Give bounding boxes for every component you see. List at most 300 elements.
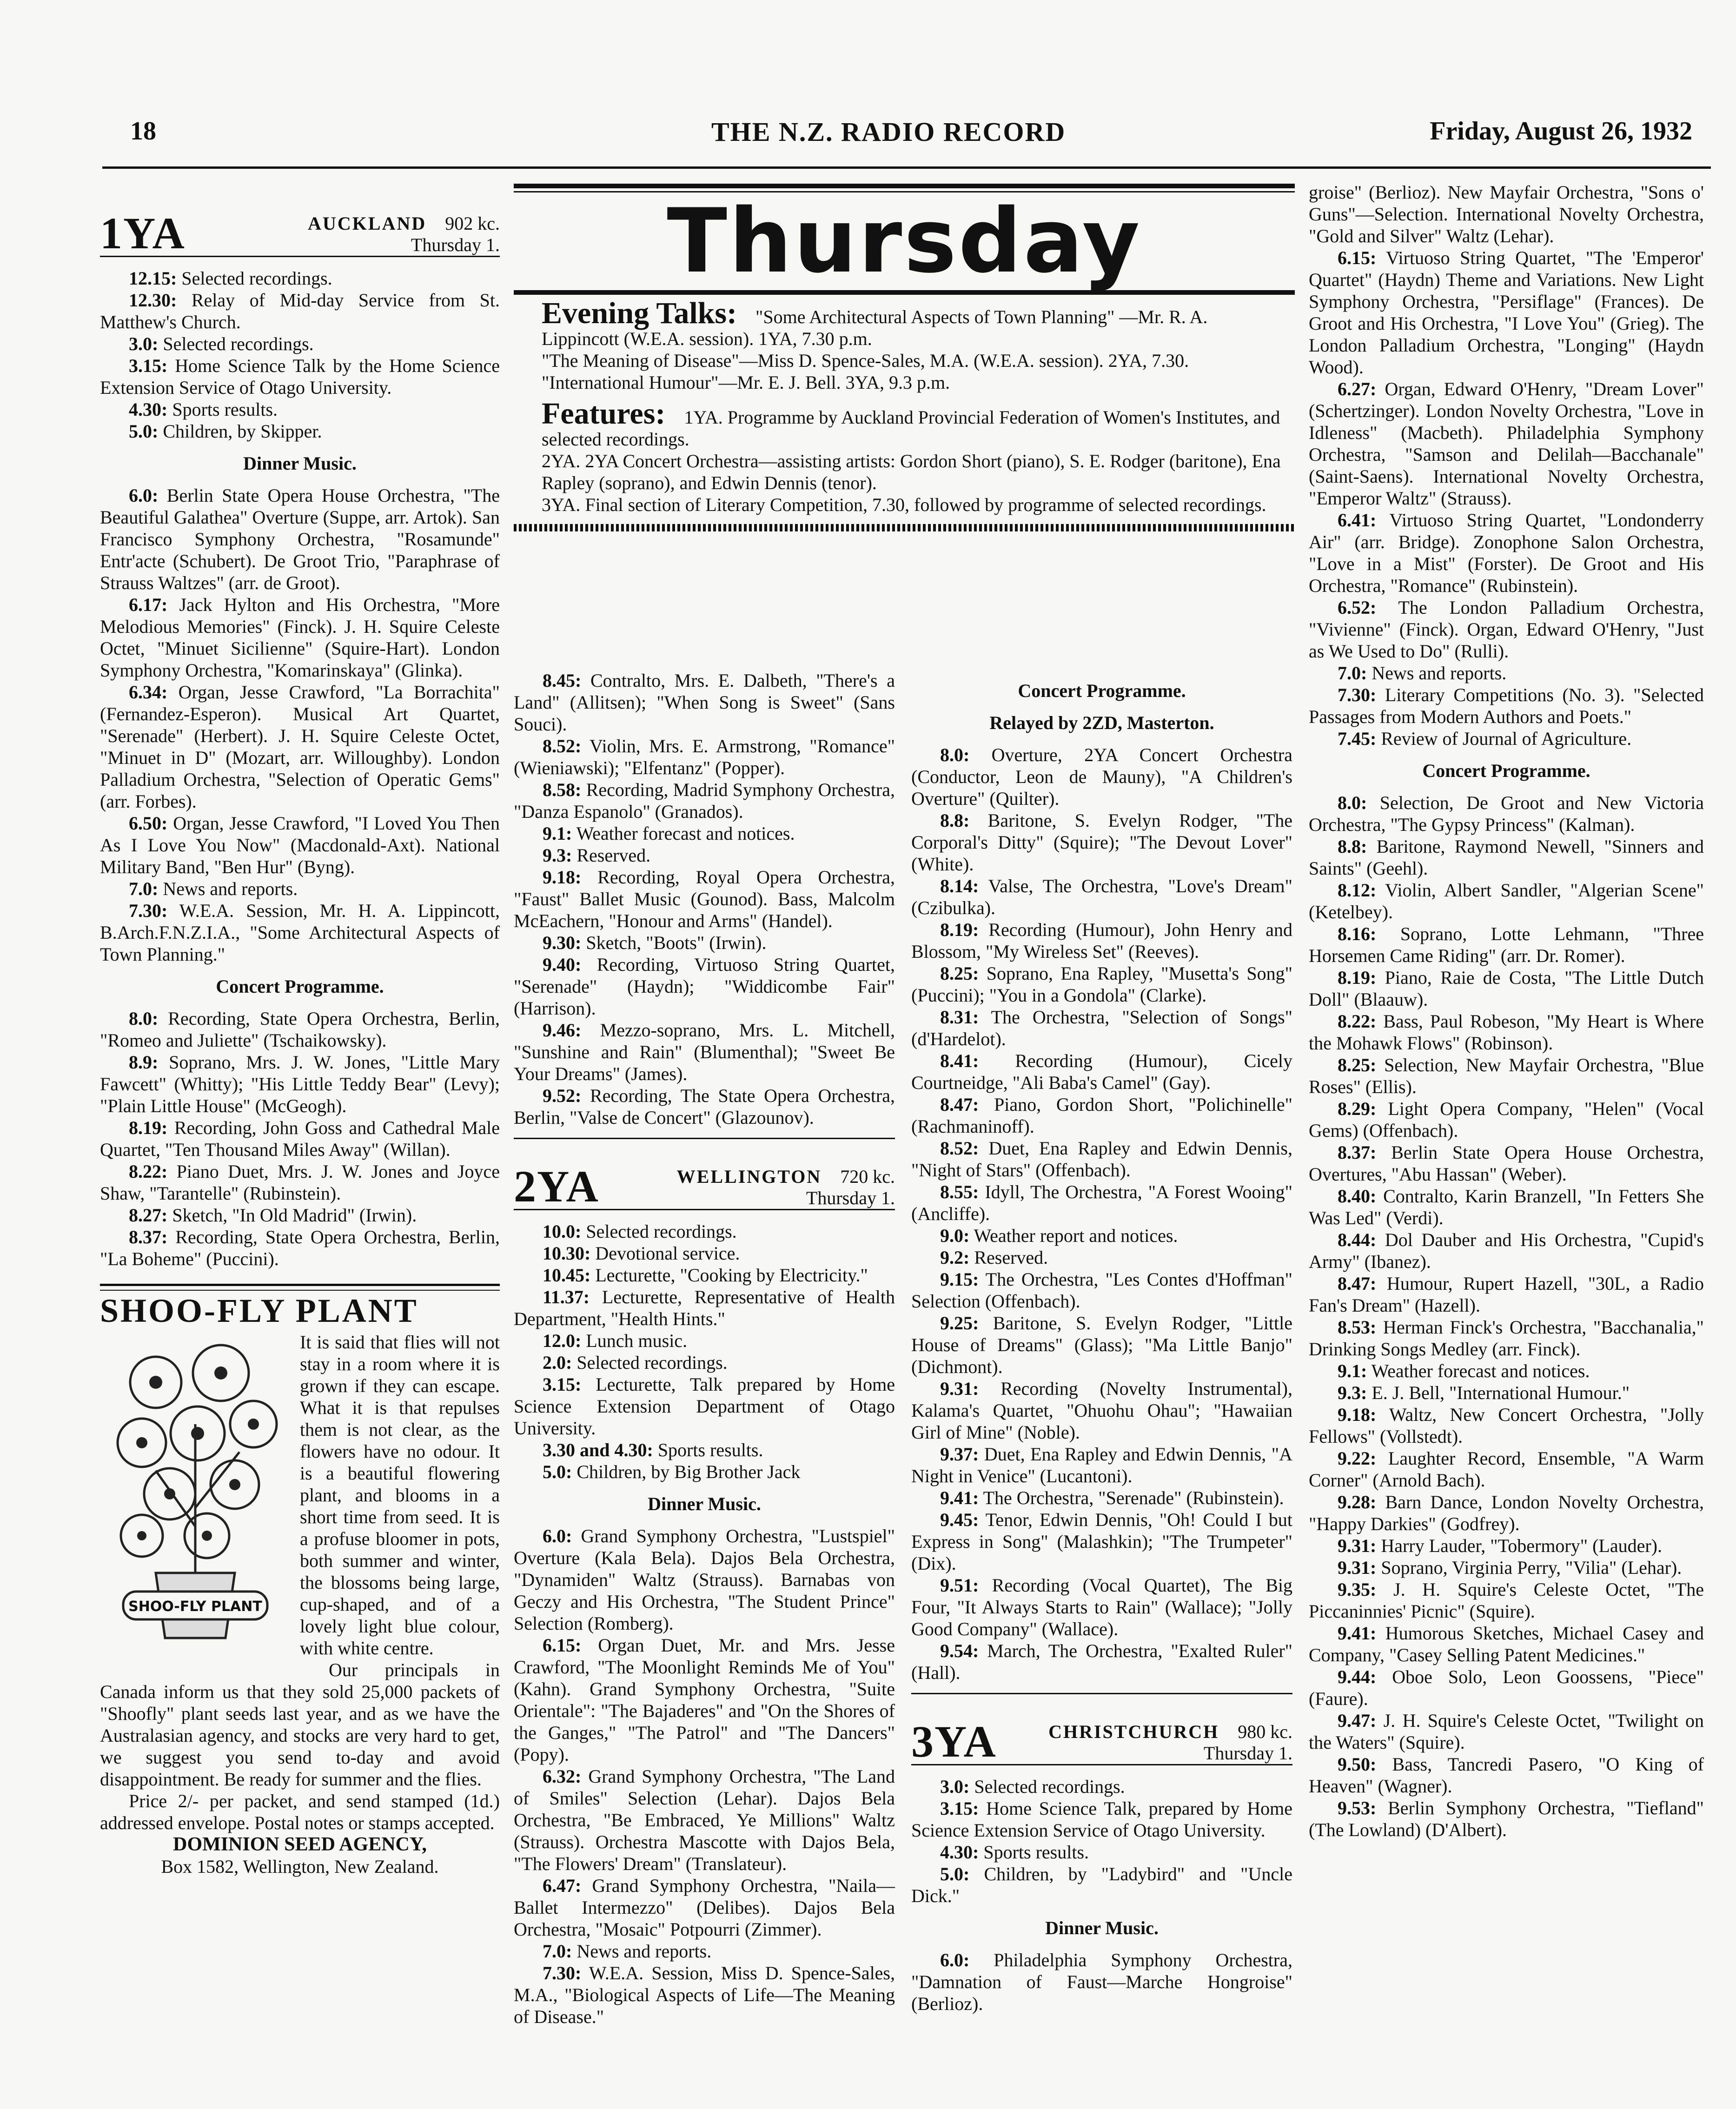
programme-item <box>911 1841 1292 1863</box>
programme-text: Humorous Sketches, Michael Casey and Company, "Casey Selling Patent Medicines." <box>1309 1623 1704 1665</box>
programme-text: Sketch, "Boots" (Irwin). <box>581 932 767 953</box>
station-call: 2YA <box>514 1161 599 1211</box>
programme-text: Light Opera Company, "Helen" (Vocal Gems) (Offenbach). <box>1309 1098 1704 1141</box>
programme-text: J. H. Squire's Celeste Octet, "The Piccaninnies' Picnic" (Squire). <box>1309 1579 1704 1622</box>
programme-text: Baritone, Raymond Newell, "Sinners and Saints" (Geehl). <box>1309 836 1704 879</box>
programme-time: 9.2: <box>940 1247 970 1268</box>
programme-item <box>514 1330 895 1352</box>
station-info <box>677 1166 895 1209</box>
programme-list <box>514 670 895 1128</box>
programme-text: The Orchestra, "Serenade" (Rubinstein). <box>979 1487 1284 1508</box>
programme-item <box>1309 1557 1704 1578</box>
programme-text: Lecturette, "Cooking by Electricity." <box>590 1265 868 1286</box>
banner-rule-top <box>514 184 1295 188</box>
programme-text: Children, by Skipper. <box>158 421 322 442</box>
programme-time: 9.41: <box>1338 1623 1377 1644</box>
programme-item <box>1309 1360 1704 1382</box>
programme-time: 9.47: <box>1338 1710 1377 1731</box>
programme-item <box>1309 1185 1704 1229</box>
programme-list <box>911 744 1292 1684</box>
programme-item <box>1309 597 1704 662</box>
programme-time: 3.15: <box>543 1374 582 1395</box>
programme-item <box>911 962 1292 1006</box>
programme-time: 8.16: <box>1338 923 1377 944</box>
programme-text: Lecturette, Representative of Health Department, "Health Hints." <box>514 1287 895 1329</box>
programme-item <box>911 1509 1292 1574</box>
programme-text: E. J. Bell, "International Humour." <box>1367 1382 1630 1403</box>
talk-2: "The Meaning of Disease"—Miss D. Spence-Sales, M.A. (W.E.A. session). 2YA, 7.30. <box>542 350 1189 371</box>
station-day: Thursday 1. <box>806 1187 895 1208</box>
programme-item <box>911 744 1292 809</box>
programme-time: 3.15: <box>129 355 168 376</box>
programme-time: 7.30: <box>1338 684 1377 705</box>
programme-time: 9.40: <box>543 954 582 975</box>
programme-time: 8.0: <box>940 744 970 765</box>
programme-item <box>911 1487 1292 1509</box>
programme-text: Dol Dauber and His Orchestra, "Cupid's Army" (Ibanez). <box>1309 1229 1704 1272</box>
programme-item <box>1309 1010 1704 1054</box>
advert-title: SHOO-FLY PLANT <box>100 1292 418 1329</box>
programme-text: Contralto, Mrs. E. Dalbeth, "There's a Land" (Allitsen); "When Song is Sweet" (Sans Souci). <box>514 670 895 735</box>
programme-text: Home Science Talk, prepared by Home Science Extension Service of Otago University. <box>911 1798 1292 1841</box>
programme-item <box>100 484 500 594</box>
programme-time: 8.47: <box>940 1094 979 1115</box>
masthead: THE N.Z. RADIO RECORD <box>711 117 1066 147</box>
programme-time: 8.8: <box>940 810 970 831</box>
programme-time: 7.45: <box>1338 728 1377 749</box>
dotted-divider <box>514 524 1295 531</box>
programme-time: 9.22: <box>1338 1448 1377 1469</box>
programme-time: 9.51: <box>940 1575 979 1596</box>
programme-item <box>514 1634 895 1765</box>
programme-text: Recording, State Opera Orchestra, Berlin, "La Boheme" (Puccini). <box>100 1227 500 1269</box>
programme-item <box>514 1220 895 1242</box>
programme-text: Grand Symphony Orchestra, "Naila—Ballet Intermezzo" (Delibes). Dajos Bela Orchestra, "Mosaic" Potpourri (Zimmer). <box>514 1875 895 1940</box>
programme-time: 8.14: <box>940 875 979 896</box>
programme-text: Children, by "Ladybird" and "Uncle Dick." <box>911 1864 1292 1906</box>
programme-text: News and reports. <box>572 1941 712 1962</box>
section-heading: Dinner Music. <box>648 1493 761 1514</box>
programme-time: 11.37: <box>543 1287 590 1307</box>
programme-item <box>1309 247 1704 378</box>
programme-item <box>514 822 895 844</box>
programme-time: 7.0: <box>543 1941 572 1962</box>
talk-3: "International Humour"—Mr. E. J. Bell. 3YA, 9.3 p.m. <box>542 372 950 393</box>
programme-time: 8.19: <box>940 919 979 940</box>
programme-list <box>911 1776 1292 2015</box>
programme-time: 9.45: <box>940 1509 979 1530</box>
programme-text: Sports results. <box>167 399 278 420</box>
programme-item <box>100 289 500 333</box>
programme-text: Sports results. <box>979 1842 1089 1863</box>
talk-1: "Some Architectural Aspects of Town Planning" —Mr. R. A. Lippincott (W.E.A. session). 1YA, 7.30 p.m. <box>542 306 1208 349</box>
programme-item <box>911 1312 1292 1378</box>
programme-time: 9.54: <box>940 1640 979 1661</box>
programme-time: 8.40: <box>1338 1186 1377 1207</box>
programme-text: Reserved. <box>969 1247 1048 1268</box>
programme-text: Selected recordings. <box>969 1776 1125 1797</box>
station-city: WELLINGTON <box>676 1166 822 1187</box>
programme-item <box>514 1085 895 1128</box>
programme-item <box>100 1051 500 1117</box>
programme-item <box>911 1181 1292 1225</box>
programme-item <box>1309 1404 1704 1447</box>
programme-item <box>1309 1666 1704 1710</box>
programme-time: 3.0: <box>129 333 159 354</box>
programme-item <box>911 1949 1292 2015</box>
programme-time: 8.25: <box>1338 1054 1377 1075</box>
programme-item <box>911 1640 1292 1684</box>
programme-text: Grand Symphony Orchestra, "The Land of Smiles" Selection (Lehar). Dajos Bela Orchestra, "Be Embraced, Ye Millions" Waltz (Strauss). Orchestra Mascotte with Dajos Bela, "The Flowers' Dream" (Translateur). <box>514 1766 895 1874</box>
programme-text: Bass, Tancredi Pasero, "O King of Heaven" (Wagner). <box>1309 1754 1704 1797</box>
programme-time: 8.8: <box>1338 836 1367 857</box>
programme-text: Soprano, Mrs. J. W. Jones, "Little Mary Fawcett" (Whitty); "His Little Teddy Bear" (Levy); "Plain Little House" (McGeogh). <box>100 1052 500 1116</box>
programme-time: 6.27: <box>1338 378 1377 399</box>
programme-text: Duet, Ena Rapley and Edwin Dennis, "Night of Stars" (Offenbach). <box>911 1138 1292 1181</box>
programme-time: 6.15: <box>543 1635 582 1656</box>
programme-time: 9.28: <box>1338 1492 1377 1512</box>
programme-item <box>1309 1491 1704 1535</box>
programme-item <box>514 1962 895 2028</box>
programme-time: 2.0: <box>543 1352 572 1373</box>
programme-text: Waltz, New Concert Orchestra, "Jolly Fellows" (Vollstedt). <box>1309 1404 1704 1447</box>
programme-text: W.E.A. Session, Miss D. Spence-Sales, M.A., "Biological Aspects of Life—The Meaning of Disease." <box>514 1963 895 2027</box>
programme-time: 8.52: <box>940 1138 979 1159</box>
programme-list <box>1309 181 1704 1841</box>
programme-text: Relay of Mid-day Service from St. Matthew's Church. <box>100 290 500 332</box>
programme-item <box>514 670 895 735</box>
programme-item <box>514 1242 895 1264</box>
programme-text: Home Science Talk by the Home Science Extension Service of Otago University. <box>100 355 500 398</box>
programme-text: Weather report and notices. <box>969 1225 1178 1246</box>
programme-text: Selection, De Groot and New Victoria Orchestra, "The Gypsy Princess" (Kalman). <box>1309 792 1704 835</box>
programme-text: Bass, Paul Robeson, "My Heart is Where the Mohawk Flows" (Robinson). <box>1309 1011 1704 1054</box>
programme-text: Laughter Record, Ensemble, "A Warm Corner" (Arnold Bach). <box>1309 1448 1704 1491</box>
programme-time: 5.0: <box>940 1864 970 1884</box>
programme-item <box>1309 1710 1704 1753</box>
programme-time: 9.31: <box>1338 1535 1377 1556</box>
programme-text: Weather forecast and notices. <box>572 823 795 844</box>
station-day: Thursday 1. <box>1203 1743 1292 1764</box>
programme-time: 9.18: <box>1338 1404 1377 1425</box>
programme-time: 10.0: <box>543 1221 582 1242</box>
programme-text: Harry Lauder, "Tobermory" (Lauder). <box>1376 1535 1662 1556</box>
programme-item <box>1309 1141 1704 1185</box>
programme-time: 8.12: <box>1338 880 1377 901</box>
programme-text: Organ, Edward O'Henry, "Dream Lover" (Schertzinger). London Novelty Orchestra, "Love in Idleness" (Macbeth). Philadelphia Symphony Orchestra, "Samson and Delilah—Bacchanale" (Saint-Saens). International Novelty Orchestra, "Emperor Waltz" (Strauss). <box>1309 378 1704 509</box>
programme-item <box>1309 836 1704 879</box>
programme-time: 9.25: <box>940 1313 979 1333</box>
programme-text: Sketch, "In Old Madrid" (Irwin). <box>167 1205 417 1226</box>
programme-text: Selected recordings. <box>572 1352 728 1373</box>
programme-time: 8.19: <box>129 1117 168 1138</box>
programme-item <box>514 1264 895 1286</box>
programme-item <box>514 932 895 954</box>
programme-time: 7.30: <box>543 1963 582 1983</box>
station-box-3ya <box>911 1693 1292 1765</box>
programme-item <box>100 1117 500 1161</box>
programme-item <box>100 1204 500 1226</box>
programme-item <box>514 1019 895 1085</box>
programme-item <box>1309 923 1704 967</box>
programme-time: 7.30: <box>129 900 168 921</box>
programme-time: 9.15: <box>940 1269 979 1290</box>
programme-time: 12.0: <box>543 1330 582 1351</box>
programme-time: 4.30: <box>940 1842 979 1863</box>
programme-text: Soprano, Virginia Perry, "Vilia" (Lehar). <box>1376 1557 1682 1578</box>
section-heading: Dinner Music. <box>1045 1917 1159 1938</box>
programme-text: Selected recordings. <box>581 1221 737 1242</box>
programme-item <box>1309 1622 1704 1666</box>
issue-date: Friday, August 26, 1932 <box>1430 117 1692 146</box>
programme-time: 8.31: <box>940 1007 979 1028</box>
page-number: 18 <box>130 117 156 146</box>
programme-time: 3.0: <box>940 1776 970 1797</box>
station-info <box>308 213 500 256</box>
programme-item <box>1309 1054 1704 1098</box>
programme-time: 8.29: <box>1338 1098 1377 1119</box>
programme-item <box>1309 1382 1704 1404</box>
column-4 <box>1309 181 1704 1841</box>
programme-item <box>100 812 500 878</box>
programme-time: 8.44: <box>1338 1229 1377 1250</box>
relay-heading: Relayed by 2ZD, Masterton. <box>989 712 1214 733</box>
column-2 <box>514 670 895 2028</box>
station-frequency: 980 kc. <box>1238 1721 1292 1742</box>
programme-item <box>100 267 500 289</box>
programme-text: Idyll, The Orchestra, "A Forest Wooing" (Ancliffe). <box>911 1181 1292 1224</box>
programme-text: Review of Journal of Agriculture. <box>1376 728 1632 749</box>
thursday-banner <box>514 184 1295 540</box>
programme-time: 8.27: <box>129 1205 168 1226</box>
programme-item <box>514 1940 895 1962</box>
day-title: Thursday <box>667 190 1142 292</box>
programme-item <box>100 1008 500 1051</box>
programme-text: Recording, John Goss and Cathedral Male Quartet, "Ten Thousand Miles Away" (Willan). <box>100 1117 500 1160</box>
programme-item <box>100 878 500 900</box>
programme-item <box>911 1797 1292 1841</box>
programme-time: 8.47: <box>1338 1273 1377 1294</box>
column-3 <box>911 670 1292 2015</box>
programme-text: Recording, Royal Opera Orchestra, "Faust" Ballet Music (Gounod). Bass, Malcolm McEachern, "Honour and Arms" (Handel). <box>514 867 895 931</box>
programme-time: 8.37: <box>129 1227 168 1247</box>
programme-text: Organ Duet, Mr. and Mrs. Jesse Crawford, "The Moonlight Reminds Me of You" (Kahn). Grand Symphony Orchestra, "Suite Orientale": "The Bajaderes" and "On the Shores of the Ganges," "The Patrol" and "The Dancers" (Popy). <box>514 1635 895 1765</box>
programme-text: Weather forecast and notices. <box>1367 1360 1590 1381</box>
programme-time: 8.45: <box>543 670 582 691</box>
feature-3: 3YA. Final section of Literary Competition, 7.30, followed by programme of selected recordings. <box>542 494 1266 515</box>
programme-text: Barn Dance, London Novelty Orchestra, "Happy Darkies" (Godfrey). <box>1309 1492 1704 1534</box>
programme-item <box>1309 879 1704 923</box>
programme-item <box>1309 1098 1704 1141</box>
programme-time: 9.50: <box>1338 1754 1377 1775</box>
programme-time: 9.53: <box>1338 1797 1377 1818</box>
programme-text: Lecturette, Talk prepared by Home Science Extension Department of Otago University. <box>514 1374 895 1439</box>
programme-time: 9.30: <box>543 932 582 953</box>
programme-text: Recording, The State Opera Orchestra, Berlin, "Valse de Concert" (Glazounov). <box>514 1085 895 1128</box>
station-info <box>1048 1721 1292 1764</box>
programme-item <box>1309 1535 1704 1557</box>
programme-item <box>911 1574 1292 1640</box>
programme-time: 9.37: <box>940 1444 979 1465</box>
programme-text: Tenor, Edwin Dennis, "Oh! Could I but Express in Song" (Malashkin); "The Trumpeter" (Dix). <box>911 1509 1292 1574</box>
programme-item <box>514 954 895 1019</box>
programme-item <box>1309 1578 1704 1622</box>
programme-item <box>911 809 1292 875</box>
evening-talks <box>514 298 1295 393</box>
programme-time: 5.0: <box>543 1461 572 1482</box>
programme-text: Berlin Symphony Orchestra, "Tiefland" (The Lowland) (D'Albert). <box>1309 1797 1704 1840</box>
programme-time: 3.15: <box>940 1798 979 1819</box>
programme-time: 9.3: <box>1338 1382 1367 1403</box>
programme-time: 12.30: <box>129 290 177 311</box>
talks-heading: Evening Talks: <box>542 296 737 330</box>
programme-time: 4.30: <box>129 399 168 420</box>
programme-time: 9.1: <box>1338 1360 1367 1381</box>
programme-text: The Orchestra, "Les Contes d'Hoffman" Selection (Offenbach). <box>911 1269 1292 1312</box>
programme-text: Violin, Mrs. E. Armstrong, "Romance" (Wieniawski); "Elfentanz" (Popper). <box>514 736 895 778</box>
programme-text: Lunch music. <box>581 1330 688 1351</box>
programme-time: 8.0: <box>129 1008 159 1029</box>
programme-text: Recording (Humour), John Henry and Blossom, "My Wireless Set" (Reeves). <box>911 919 1292 962</box>
programme-text: Herman Finck's Orchestra, "Bacchanalia," Drinking Songs Medley (arr. Finck). <box>1309 1317 1704 1360</box>
programme-item <box>911 1268 1292 1312</box>
station-day: Thursday 1. <box>411 234 500 255</box>
page-header <box>130 116 1692 172</box>
programme-item <box>514 1373 895 1439</box>
programme-text: Oboe Solo, Leon Goossens, "Piece" (Faure). <box>1309 1666 1704 1709</box>
advert-body-2: Our principals in Canada inform us that they sold 25,000 packets of "Shoofly" plant seeds last year, and as we have the Australasian agency, and stocks are very hard to get, we suggest you send to-day and avoid disappointment. Be ready for summer and the flies. <box>100 1659 500 1790</box>
programme-item <box>911 1137 1292 1181</box>
shoo-fly-advert <box>100 1292 500 1877</box>
programme-item <box>100 1226 500 1270</box>
programme-item <box>100 333 500 355</box>
programme-text: March, The Orchestra, "Exalted Ruler" (Hall). <box>911 1640 1292 1683</box>
programme-time: 6.41: <box>1338 510 1377 531</box>
programme-text: J. H. Squire's Celeste Octet, "Twilight on the Waters" (Squire). <box>1309 1710 1704 1753</box>
advert-address: Box 1582, Wellington, New Zealand. <box>161 1856 439 1877</box>
programme-time: 8.25: <box>940 963 979 984</box>
programme-time: 6.17: <box>129 594 168 615</box>
programme-text: The Orchestra, "Selection of Songs" (d'Hardelot). <box>911 1007 1292 1049</box>
programme-text: Virtuoso String Quartet, "The 'Emperor' Quartet" (Haydn) Theme and Variations. New Light Symphony Orchestra, "Persiflage" (Frances). De Groot and His Orchestra, "I Love You" (Grieg). The London Palladium Orchestra, "Longing" (Haydn Wood). <box>1309 247 1704 378</box>
programme-text: Grand Symphony Orchestra, "Lustspiel" Overture (Kala Bela). Dajos Bela Orchestra, "Dynamiden" Waltz (Strauss). Barnabas von Geczy and His Orchestra, "The Student Prince" Selection (Romberg). <box>514 1525 895 1634</box>
programme-time: 9.41: <box>940 1487 979 1508</box>
programme-time: 9.44: <box>1338 1666 1377 1687</box>
station-city: AUCKLAND <box>308 213 427 234</box>
programme-text: Literary Competitions (No. 3). "Selected Passages from Modern Authors and Poets." <box>1309 684 1704 727</box>
programme-item <box>514 1525 895 1634</box>
programme-time: 9.35: <box>1338 1579 1377 1600</box>
programme-item <box>100 355 500 398</box>
programme-time: 6.52: <box>1338 597 1377 618</box>
station-box-1ya <box>100 186 500 257</box>
programme-time: 8.53: <box>1338 1317 1377 1338</box>
ad-divider-thin <box>100 1290 500 1291</box>
programme-item <box>514 844 895 866</box>
programme-item <box>1309 1447 1704 1491</box>
advert-agency: DOMINION SEED AGENCY, <box>173 1834 427 1855</box>
programme-item <box>1309 1797 1704 1841</box>
programme-item <box>911 1225 1292 1247</box>
programme-item <box>1309 728 1704 749</box>
programme-text: Children, by Big Brother Jack <box>572 1461 801 1482</box>
programme-item <box>100 398 500 420</box>
programme-time: 10.45: <box>543 1265 591 1286</box>
programme-time: 7.0: <box>129 878 159 899</box>
programme-item <box>514 1286 895 1330</box>
programme-time: 9.0: <box>940 1225 970 1246</box>
programme-item <box>911 1094 1292 1137</box>
programme-item <box>1309 1316 1704 1360</box>
programme-time: 9.46: <box>543 1020 582 1041</box>
programme-time: 6.34: <box>129 682 168 703</box>
programme-text: Reserved. <box>572 845 651 866</box>
programme-text: Humour, Rupert Hazell, "30L, a Radio Fan's Dream" (Hazell). <box>1309 1273 1704 1316</box>
programme-item <box>911 875 1292 919</box>
programme-time: 8.9: <box>129 1052 159 1073</box>
programme-text: Baritone, S. Evelyn Rodger, "The Corporal's Ditty" (Squire); "The Devout Lover" (White). <box>911 810 1292 875</box>
programme-item <box>514 1461 895 1483</box>
programme-time: 9.18: <box>543 867 582 888</box>
programme-time: 6.0: <box>543 1525 572 1546</box>
section-heading: Concert Programme. <box>1422 760 1590 781</box>
programme-item <box>100 594 500 681</box>
programme-item <box>1309 684 1704 728</box>
feature-2: 2YA. 2YA Concert Orchestra—assisting artists: Gordon Short (piano), S. E. Rodger (baritone), Ena Rapley (soprano), and Edwin Dennis (tenor). <box>542 451 1281 493</box>
station-call: 1YA <box>100 208 186 258</box>
programme-item <box>911 1006 1292 1050</box>
programme-text: Sports results. <box>653 1439 763 1460</box>
programme-item <box>514 1765 895 1875</box>
programme-text: The London Palladium Orchestra, "Vivienne" (Finck). Organ, Edward O'Henry, "Just as We Used to Do" (Rulli). <box>1309 597 1704 662</box>
programme-item <box>100 420 500 442</box>
programme-item <box>514 779 895 822</box>
programme-time: 6.50: <box>129 813 168 834</box>
programme-text: Baritone, S. Evelyn Rodger, "Little House of Dreams" (Glass); "Ma Little Banjo" (Dichmont). <box>911 1313 1292 1377</box>
programme-item <box>100 1161 500 1204</box>
programme-text: Soprano, Ena Rapley, "Musetta's Song" (Puccini); "You in a Gondola" (Clarke). <box>911 963 1292 1006</box>
programme-text: Selection, New Mayfair Orchestra, "Blue Roses" (Ellis). <box>1309 1054 1704 1097</box>
programme-time: 8.37: <box>1338 1142 1377 1163</box>
plant-label: SHOO-FLY PLANT <box>128 1598 262 1615</box>
programme-time: 9.31: <box>1338 1557 1377 1578</box>
station-city: CHRISTCHURCH <box>1048 1721 1219 1742</box>
programme-text: Piano, Gordon Short, "Polichinelle" (Rachmaninoff). <box>911 1094 1292 1137</box>
programme-item <box>911 1863 1292 1907</box>
programme-time: 8.41: <box>940 1050 979 1071</box>
programme-time: 9.52: <box>543 1085 582 1106</box>
programme-item <box>911 1776 1292 1797</box>
programme-item <box>514 866 895 932</box>
advert-body-1: It is said that flies will not stay in a room where it is grown if they can escape. What it is that repulses them is not clear, as the flowers have no odour. It is a beautiful flowering plant, and blooms in a short time from seed. It is a profuse bloomer in pots, both summer and winter, the blossoms being large, cup-shaped, and of a lovely light blue colour, with white centre. <box>300 1332 500 1658</box>
programme-text: Selected recordings. <box>158 333 314 354</box>
station-frequency: 902 kc. <box>445 213 500 234</box>
programme-item <box>1309 1273 1704 1316</box>
programme-text: Duet, Ena Rapley and Edwin Dennis, "A Night in Venice" (Lucantoni). <box>911 1444 1292 1486</box>
programme-text: groise" (Berlioz). New Mayfair Orchestra, "Sons o' Guns"—Selection. International Novelty Orchestra, "Gold and Silver" Waltz (Lehar). <box>1309 182 1704 246</box>
programme-text: News and reports. <box>1367 663 1507 683</box>
programme-item <box>100 900 500 965</box>
programme-text: Piano Duet, Mrs. J. W. Jones and Joyce Shaw, "Tarantelle" (Rubinstein). <box>100 1161 500 1204</box>
section-heading: Concert Programme. <box>216 976 384 997</box>
programme-text: Organ, Jesse Crawford, "I Loved You Then As I Love You Now" (Macdonald-Axt). National Military Band, "Ben Hur" (Byng). <box>100 813 500 877</box>
station-box-2ya <box>514 1138 895 1210</box>
programme-time: 8.19: <box>1338 967 1377 988</box>
programme-text: Selected recordings. <box>177 268 332 289</box>
programme-time: 9.1: <box>543 823 572 844</box>
programme-time: 10.30: <box>543 1243 591 1264</box>
programme-text: Recording, State Opera Orchestra, Berlin, "Romeo and Juliette" (Tschaikowsky). <box>100 1008 500 1051</box>
